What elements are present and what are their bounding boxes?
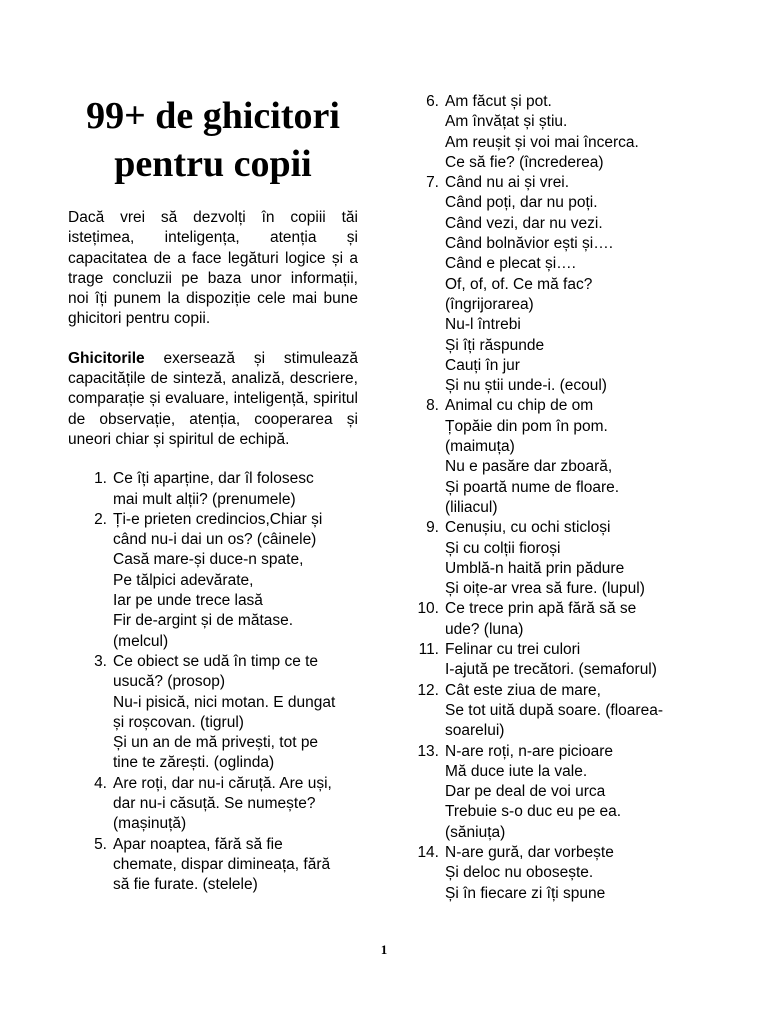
riddle-line: chemate, dispar dimineața, fără [113,855,331,873]
riddle-list-right [417,92,690,904]
riddle-number: 3. [94,652,107,670]
riddle-item [88,835,358,896]
riddle-line: I-ajută pe trecători. (semaforul) [445,661,657,679]
riddle-line: Ce trece prin apă fără să se [445,600,637,618]
riddle-number: 2. [94,510,107,528]
riddle-line: Și în fiecare zi îți spune [445,884,606,902]
riddle-line: Fir de-argint și de mătase. [113,612,294,630]
riddle-line: N-are gură, dar vorbește [445,843,614,861]
riddle-number: 13. [417,742,439,760]
riddle-line: Și îți răspunde [445,336,545,354]
second-paragraph [68,349,358,450]
riddle-line: N-are roți, n-are picioare [445,742,613,760]
riddle-line: și roșcovan. (tigrul) [113,713,244,731]
riddle-line: Trebuie s-o duc eu pe ea. [445,803,622,821]
riddle-item [88,469,358,510]
riddle-number: 12. [417,681,439,699]
riddle-number: 14. [417,843,439,861]
riddle-line: Când e plecat și…. [445,255,576,273]
riddle-line: Nu-l întrebi [445,316,521,334]
riddle-item [88,510,358,652]
riddle-line: să fie furate. (stelele) [113,876,258,894]
riddle-line: Felinar cu trei culori [445,641,581,659]
riddle-line: Și oițe-ar vrea să fure. (lupul) [445,580,645,598]
riddle-line: soarelui) [445,722,505,740]
riddle-line: Când vezi, dar nu vezi. [445,214,603,232]
riddle-line: Și poartă nume de floare. [445,478,620,496]
riddle-item [417,843,690,904]
riddle-line: Ce să fie? (încrederea) [445,153,604,171]
riddle-number: 5. [94,835,107,853]
riddle-line: Mă duce iute la vale. [445,762,588,780]
riddle-item [420,173,690,396]
riddle-line: Of, of, of. Ce mă fac? [445,275,593,293]
riddle-number: 11. [418,641,439,659]
riddle-line: Și un an de mă privești, tot pe [113,734,319,752]
riddle-item [88,652,358,774]
riddle-item [417,742,690,843]
riddle-line: Și deloc nu obosește. [445,864,594,882]
riddle-line: Cât este ziua de mare, [445,681,601,699]
riddle-number: 1. [94,470,107,488]
riddle-line: Am învățat și știu. [445,113,568,131]
riddle-line: Și nu știi unde-i. (ecoul) [445,377,607,395]
riddle-line: Când bolnăvior ești și…. [445,235,613,253]
riddle-line: usucă? (prosop) [113,673,226,691]
riddle-line: Am făcut și pot. [445,93,552,110]
riddle-line: Pe tălpici adevărate, [113,571,254,589]
riddle-line: Ce îți aparține, dar îl folosesc [113,470,314,488]
riddle-list-left [68,469,358,895]
riddle-line: tine te zărești. (oglinda) [113,754,275,772]
riddle-line: Ți-e prieten credincios,Chiar și [113,510,323,528]
riddle-line: Animal cu chip de om [445,397,594,415]
riddle-item [88,774,358,835]
page-title [68,92,358,188]
riddle-line: Cauți în jur [445,356,520,374]
riddle-item [417,599,690,640]
riddle-item [420,92,690,173]
riddle-number: 8. [426,397,439,415]
page-number: 1 [380,942,388,957]
riddle-line: Dar pe deal de voi urca [445,783,606,801]
riddle-line: Nu e pasăre dar zboară, [445,458,613,476]
riddle-line: Țopăie din pom în pom. [445,417,608,435]
title-line-1: 99+ de ghicitori [86,95,340,137]
riddle-line: Se tot uită după soare. (floarea- [445,701,663,719]
riddle-item [420,518,690,599]
riddle-line: (îngrijorarea) [445,295,534,313]
riddle-line: Când poți, dar nu poți. [445,194,598,212]
riddle-line: Ce obiect se udă în timp ce te [113,652,319,670]
riddle-line: Casă mare-și duce-n spate, [113,551,304,569]
riddle-line: mai mult alții? (prenumele) [113,490,296,508]
right-column [417,92,690,904]
riddle-number: 9. [426,519,439,537]
riddle-line: când nu-i dai un os? (câinele) [113,531,317,549]
riddle-line: Umblă-n haită prin pădure [445,559,625,577]
riddle-line: (săniuța) [445,823,506,841]
riddle-number: 6. [426,93,439,110]
riddle-line: dar nu-i căsuță. Se numește? [113,795,316,813]
riddle-line: Nu-i pisică, nici motan. E dungat [113,693,336,711]
riddle-line: Are roți, dar nu-i căruță. Are uși, [113,774,332,792]
title-line-2: pentru copii [114,143,312,185]
riddle-line: (mașinuță) [113,815,187,833]
riddle-number: 7. [426,174,439,192]
second-paragraph-text: exersează și stimulează capacitățile de sinteză, analiză, descriere, comparație și evaluare, inteligență, spiritul de observație, atenția, cooperarea și uneori chiar și spiritul de echipă. [68,349,358,448]
riddle-number: 10. [417,600,439,618]
riddle-item [420,396,690,518]
riddle-line: (melcul) [113,632,169,650]
riddle-line: Am reușit și voi mai încerca. [445,133,639,151]
riddle-item [420,640,690,681]
riddle-line: (liliacul) [445,498,498,516]
intro-paragraph: Dacă vrei să dezvolți în copiii tăi istețimea, inteligența, atenția și capacitatea de a face legături logice și a trage concluzii pe baza unor informații, noi îți punem la dispoziție cele mai bune ghicitori pentru copii. [68,209,358,328]
riddle-line: Cenușiu, cu ochi sticloși [445,519,611,537]
bold-term: Ghicitorile [68,349,145,367]
riddle-line: ude? (luna) [445,620,524,638]
left-column [68,92,358,896]
riddle-line: (maimuța) [445,438,515,456]
riddle-line: Când nu ai și vrei. [445,174,570,192]
riddle-line: Apar noaptea, fără să fie [113,835,283,853]
riddle-item [417,681,690,742]
riddle-number: 4. [94,774,107,792]
riddle-line: Și cu colții fioroși [445,539,561,557]
riddle-line: Iar pe unde trece lasă [113,592,263,610]
